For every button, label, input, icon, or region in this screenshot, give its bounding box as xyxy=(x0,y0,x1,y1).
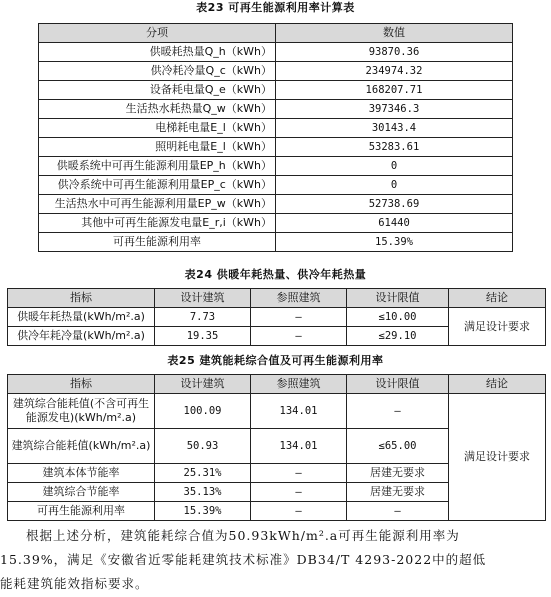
row-label: 供冷年耗冷量(kWh/m².a) xyxy=(8,327,155,346)
table-header-row xyxy=(8,375,546,394)
column-header: 指标 xyxy=(8,375,155,394)
table-row xyxy=(39,119,513,138)
reference-value: — xyxy=(251,308,347,327)
design-value: 35.13% xyxy=(155,483,251,502)
column-header: 参照建筑 xyxy=(251,375,347,394)
row-value: 0 xyxy=(276,157,513,176)
table-row xyxy=(8,308,546,327)
row-label: 供冷耗冷量Q_c（kWh） xyxy=(39,62,276,81)
column-header: 设计建筑 xyxy=(155,289,251,308)
row-value: 234974.32 xyxy=(276,62,513,81)
reference-value: — xyxy=(251,483,347,502)
table-row xyxy=(39,100,513,119)
table-row xyxy=(39,195,513,214)
row-label: 生活热水耗热量Q_w（kWh） xyxy=(39,100,276,119)
column-header: 设计限值 xyxy=(347,289,449,308)
design-value: 50.93 xyxy=(155,429,251,464)
column-header: 设计建筑 xyxy=(155,375,251,394)
row-value: 0 xyxy=(276,176,513,195)
reference-value: 134.01 xyxy=(251,429,347,464)
design-value: 25.31% xyxy=(155,464,251,483)
table-row xyxy=(39,62,513,81)
row-value: 53283.61 xyxy=(276,138,513,157)
design-value: 19.35 xyxy=(155,327,251,346)
paragraph-text: 根据上述分析，建筑能耗综合值为50.93kWh/m².a可再生能源利用率为 xyxy=(26,528,460,543)
column-header: 结论 xyxy=(449,289,546,308)
row-label: 建筑综合节能率 xyxy=(8,483,155,502)
row-label: 照明耗电量E_l（kWh） xyxy=(39,138,276,157)
row-label: 供冷系统中可再生能源利用量EP_c（kWh） xyxy=(39,176,276,195)
column-header: 数值 xyxy=(276,24,513,43)
limit-value: ≤29.10 xyxy=(347,327,449,346)
reference-value: — xyxy=(251,502,347,521)
row-label: 其他中可再生能源发电量E_r,i（kWh） xyxy=(39,214,276,233)
energy-consumption-table xyxy=(7,374,546,521)
row-value: 397346.3 xyxy=(276,100,513,119)
column-header: 结论 xyxy=(449,375,546,394)
limit-value: — xyxy=(347,502,449,521)
row-label: 供暖年耗热量(kWh/m².a) xyxy=(8,308,155,327)
table-row xyxy=(39,176,513,195)
column-header: 分项 xyxy=(39,24,276,43)
row-label: 建筑综合能耗值(kWh/m².a) xyxy=(8,429,155,464)
design-value: 15.39% xyxy=(155,502,251,521)
design-value: 7.73 xyxy=(155,308,251,327)
row-label: 建筑综合能耗值(不含可再生能源发电)(kWh/m².a) xyxy=(8,394,155,429)
renewable-energy-table xyxy=(38,23,513,252)
row-label: 生活热水中可再生能源利用量EP_w（kWh） xyxy=(39,195,276,214)
annual-heat-table xyxy=(7,288,546,346)
row-label: 供暖耗热量Q_h（kWh） xyxy=(39,43,276,62)
row-label: 可再生能源利用率 xyxy=(39,233,276,252)
row-value: 93870.36 xyxy=(276,43,513,62)
row-value: 30143.4 xyxy=(276,119,513,138)
paragraph-line: 能耗建筑能效指标要求。 xyxy=(0,576,149,591)
table24-caption: 表24 供暖年耗热量、供冷年耗热量 xyxy=(184,268,367,281)
row-value: 52738.69 xyxy=(276,195,513,214)
conclusion-cell: 满足设计要求 xyxy=(449,308,546,346)
table25-caption: 表25 建筑能耗综合值及可再生能源利用率 xyxy=(167,354,384,367)
conclusion-paragraph xyxy=(0,524,551,596)
row-label: 建筑本体节能率 xyxy=(8,464,155,483)
table-row xyxy=(39,233,513,252)
paragraph-line: 15.39%，满足《安徽省近零能耗建筑技术标准》DB34/T 4293-2022中的超低 xyxy=(0,552,487,567)
table-row xyxy=(39,81,513,100)
row-label: 可再生能源利用率 xyxy=(8,502,155,521)
paragraph-line xyxy=(0,524,551,548)
row-value: 15.39% xyxy=(276,233,513,252)
table-row xyxy=(8,394,546,429)
table-row xyxy=(39,157,513,176)
reference-value: — xyxy=(251,464,347,483)
limit-value: ≤10.00 xyxy=(347,308,449,327)
reference-value: 134.01 xyxy=(251,394,347,429)
limit-value: — xyxy=(347,394,449,429)
conclusion-cell: 满足设计要求 xyxy=(449,394,546,521)
row-value: 61440 xyxy=(276,214,513,233)
table-row xyxy=(39,43,513,62)
table23-caption: 表23 可再生能源利用率计算表 xyxy=(196,1,355,14)
column-header: 指标 xyxy=(8,289,155,308)
column-header: 参照建筑 xyxy=(251,289,347,308)
row-label: 设备耗电量Q_e（kWh） xyxy=(39,81,276,100)
table-row xyxy=(39,138,513,157)
column-header: 设计限值 xyxy=(347,375,449,394)
table-header-row xyxy=(8,289,546,308)
limit-value: ≤65.00 xyxy=(347,429,449,464)
design-value: 100.09 xyxy=(155,394,251,429)
reference-value: — xyxy=(251,327,347,346)
table-header-row xyxy=(39,24,513,43)
table-row xyxy=(39,214,513,233)
row-label: 电梯耗电量E_l（kWh） xyxy=(39,119,276,138)
limit-value: 居建无要求 xyxy=(347,483,449,502)
limit-value: 居建无要求 xyxy=(347,464,449,483)
row-label: 供暖系统中可再生能源利用量EP_h（kWh） xyxy=(39,157,276,176)
row-value: 168207.71 xyxy=(276,81,513,100)
